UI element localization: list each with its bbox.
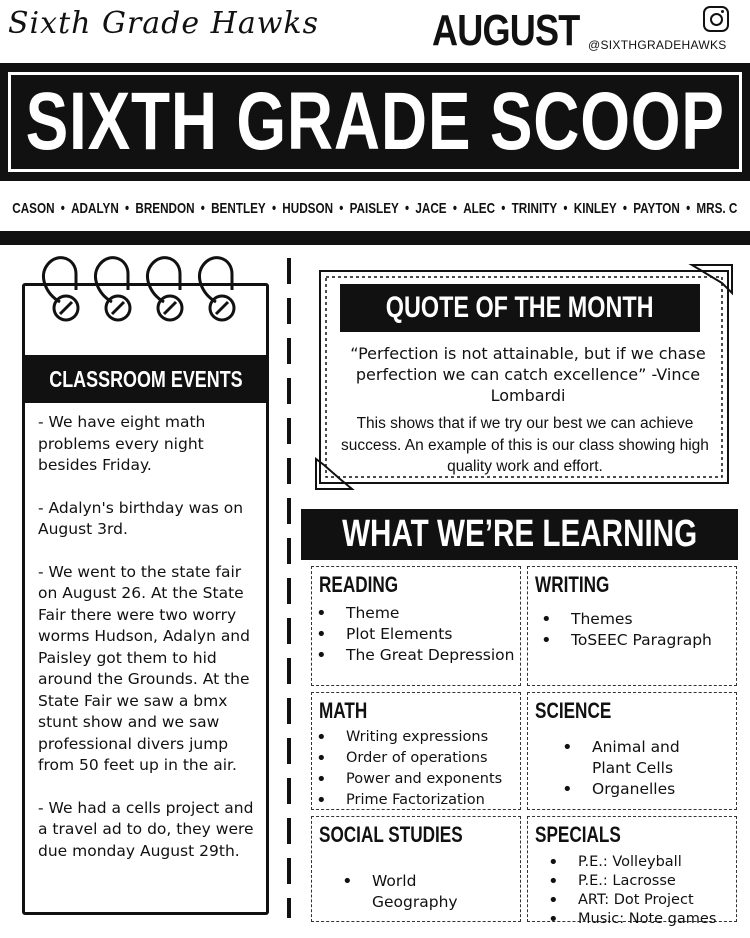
- student-name: KINLEY: [573, 199, 617, 217]
- student-name: JACE: [415, 199, 447, 217]
- student-name: MRS. C: [696, 199, 738, 217]
- list-item: • P.E.: Volleyball: [578, 853, 736, 872]
- student-name: CASON: [12, 199, 55, 217]
- student-name: ALEC: [463, 199, 496, 217]
- event-item: - We have eight math problems every night besides Friday.: [38, 413, 206, 474]
- social-studies-title: SOCIAL STUDIES: [319, 822, 463, 847]
- science-box: [527, 692, 737, 810]
- learning-title: WHAT WE’RE LEARNING: [341, 513, 698, 555]
- instagram-icon: [703, 6, 729, 32]
- math-title: MATH: [319, 698, 368, 723]
- student-name: PAISLEY: [349, 199, 399, 217]
- list-item: • Theme: [346, 603, 516, 624]
- divider-bar: [0, 231, 750, 245]
- quote-header: [340, 284, 700, 332]
- list-item: • Power and exponents: [346, 769, 520, 790]
- reading-title: READING: [319, 572, 399, 597]
- writing-title: WRITING: [535, 572, 610, 597]
- month-label: AUGUST: [432, 6, 580, 55]
- instagram-handle: @SIXTHGRADEHAWKS: [588, 38, 727, 52]
- title-banner: [0, 63, 750, 181]
- list-item: • Plot Elements: [346, 624, 516, 645]
- event-item: - Adalyn's birthday was on August 3rd.: [38, 498, 244, 538]
- list-item: • Music: Note games: [578, 910, 736, 929]
- events-header: [22, 355, 269, 403]
- spiral-rings-icon: [28, 250, 268, 340]
- writing-box: [527, 566, 737, 686]
- student-name: TRINITY: [511, 199, 558, 217]
- math-box: [311, 692, 521, 810]
- student-names: CASON • ADALYN • BRENDON • BENTLEY • HUDSON • PAISLEY • JACE • ALEC • TRINITY • KINLEY • PAYTON • MRS. C: [12, 199, 738, 217]
- event-item: - We had a cells project and a travel ad to do, they were due monday August 29th.: [38, 798, 254, 860]
- quote-explanation: This shows that if we try our best we can achieve success. An example of this is our class showing high quality work and effort.: [341, 415, 709, 475]
- list-item: • Themes: [571, 609, 736, 630]
- student-name: ADALYN: [71, 199, 119, 217]
- student-name: BRENDON: [135, 199, 195, 217]
- list-item: • Animal and Plant Cells: [592, 737, 722, 779]
- specials-box: [527, 816, 737, 927]
- list-item: • Order of operations: [346, 748, 520, 769]
- science-title: SCIENCE: [535, 698, 612, 723]
- list-item: • World Geography: [372, 871, 492, 913]
- list-item: • Writing expressions: [346, 727, 520, 748]
- student-name: PAYTON: [633, 199, 681, 217]
- reading-box: [311, 566, 521, 686]
- list-item: • P.E.: Lacrosse: [578, 872, 736, 891]
- list-item: • The Great Depression: [346, 645, 516, 666]
- quote-text: “Perfection is not attainable, but if we chase perfection we can catch excellence” -Vince Lombardi: [350, 344, 706, 405]
- quote-title: QUOTE OF THE MONTH: [386, 291, 654, 324]
- list-item: • ToSEEC Paragraph: [571, 630, 736, 651]
- events-title: CLASSROOM EVENTS: [48, 365, 243, 392]
- learning-header: [301, 509, 738, 560]
- events-list: [38, 412, 260, 883]
- dashed-divider: [287, 258, 291, 918]
- script-title: Sixth Grade Hawks: [8, 6, 319, 41]
- list-item: • Prime Factorization: [346, 790, 520, 811]
- list-item: • ART: Dot Project: [578, 891, 736, 910]
- student-name: HUDSON: [282, 199, 334, 217]
- social-studies-box: [311, 816, 521, 922]
- event-item: - We went to the state fair on August 26. At the State Fair there were two worry worms Hudson, Adalyn and Paisley got them to hid around the Grounds. At the State Fair we saw a bmx stunt show and we saw professional divers jump from 50 feet up in the air.: [38, 562, 250, 774]
- list-item: • Organelles: [592, 779, 722, 800]
- newsletter-title: SIXTH GRADE SCOOP: [25, 76, 725, 167]
- specials-title: SPECIALS: [535, 822, 621, 847]
- student-name: BENTLEY: [211, 199, 266, 217]
